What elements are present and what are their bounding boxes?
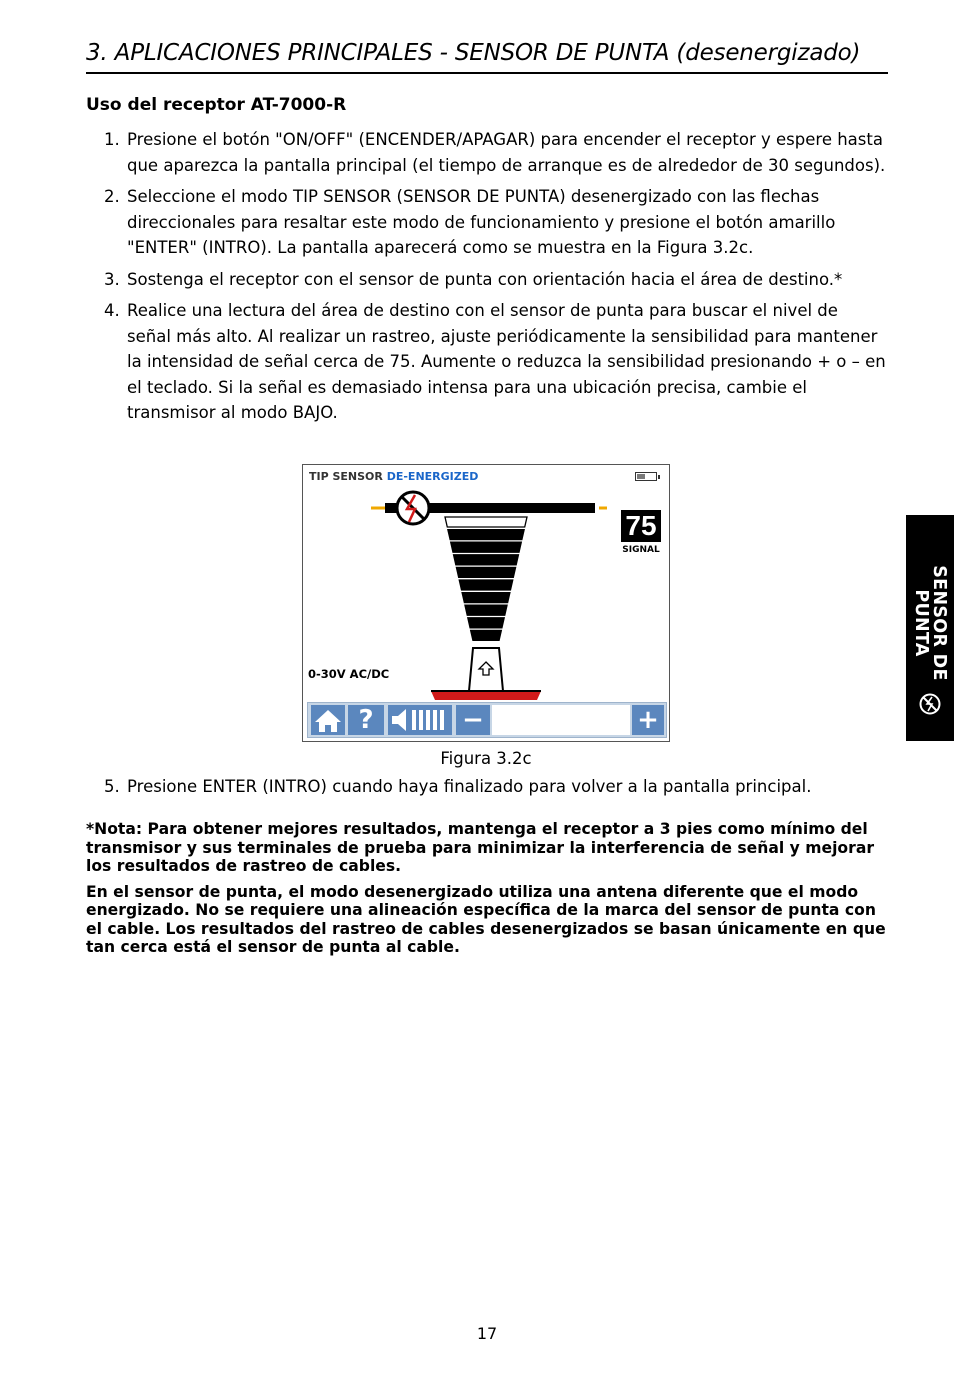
note-paragraph: En el sensor de punta, el modo desenergizado utiliza una antena diferente que el modo energizado. No se requiere una alineación específica de la marca del sensor de punta con el cable. Los resultados del rastreo de cables desenergizados se basan únicamente en que tan cerca está el sensor de punta al cable. — [86, 882, 886, 956]
home-button[interactable] — [311, 705, 345, 735]
side-tab — [906, 515, 954, 741]
step-item — [86, 184, 886, 261]
volume-button[interactable] — [388, 705, 452, 735]
page-title: 3. APLICACIONES PRINCIPALES - SENSOR DE PUNTA (desenergizado) — [86, 38, 888, 74]
step-text: Realice una lectura del área de destino con el sensor de punta para buscar el nivel de señal más alto. Al realizar un rastreo, ajuste periódicamente la sensibilidad para mantener la intensidad de señal cerca de 75. Aumente o reduzca la sensibilidad presionando + o – en el teclado. Si la señal es demasiado intensa para una ubicación precisa, cambie el transmisor al modo BAJO. — [127, 301, 886, 422]
step-text: Presione el botón "ON/OFF" (ENCENDER/APAGAR) para encender el receptor y espere hasta que aparezca la pantalla principal (el tiempo de arranque es de alrededor de 30 segundos). — [127, 130, 886, 175]
step-item — [86, 774, 886, 800]
home-icon — [311, 705, 345, 735]
signal-bar — [451, 542, 522, 552]
step-number: 2. — [104, 187, 120, 206]
sensitivity-field — [492, 705, 630, 735]
steps-list — [86, 127, 886, 432]
screen-title-mode-state: DE-ENERGIZED — [386, 470, 479, 483]
notes — [86, 820, 891, 964]
step-number: 5. — [104, 777, 120, 796]
speaker-volume-icon — [388, 705, 452, 735]
receptor-screen-figure — [302, 464, 670, 742]
page-number: 17 — [476, 1324, 498, 1343]
signal-bar — [462, 593, 510, 603]
step-item — [86, 267, 886, 293]
step-text: Seleccione el modo TIP SENSOR (SENSOR DE PUNTA) desenergizado con las flechas direccionales para resaltar este modo de funcionamiento y presione el botón amarillo "ENTER" (INTRO). La pantalla aparecerá como se muestra en la Figura 3.2c. — [127, 187, 836, 257]
section-subtitle: Uso del receptor AT-7000-R — [86, 95, 347, 115]
signal-bar — [445, 517, 527, 527]
signal-value: 75 — [621, 510, 661, 542]
signal-bar — [471, 630, 502, 640]
plus-button[interactable]: + — [632, 705, 664, 735]
signal-bar — [454, 555, 519, 565]
figure-caption: Figura 3.2c — [440, 749, 532, 768]
side-tab-label: SENSOR DE PUNTA — [911, 565, 949, 681]
screen-title — [309, 470, 478, 483]
signal-bar — [465, 605, 507, 615]
voltage-range-label: 0-30V AC/DC — [308, 667, 390, 681]
minus-button[interactable]: − — [456, 705, 490, 735]
signal-bar — [468, 618, 504, 628]
step-item — [86, 127, 886, 178]
signal-bars — [445, 517, 527, 640]
battery-icon — [635, 472, 657, 481]
signal-label: SIGNAL — [622, 545, 660, 555]
signal-bar — [456, 567, 515, 577]
step-number: 4. — [104, 301, 120, 320]
steps-list-continued — [86, 774, 886, 806]
note-paragraph: *Nota: Para obtener mejores resultados, mantenga el receptor a 3 pies como mínimo del transmisor y sus terminales de prueba para minimizar la interferencia de señal y mejorar los resultados de rastreo de cables. — [86, 820, 875, 875]
step-number: 1. — [104, 130, 120, 149]
screen-toolbar — [307, 702, 667, 738]
help-button[interactable]: ? — [348, 705, 384, 735]
signal-bar — [459, 580, 513, 590]
step-text: Sostenga el receptor con el sensor de punta con orientación hacia el área de destino.* — [127, 269, 843, 289]
step-number: 3. — [104, 269, 120, 289]
tip-sensor-icon — [918, 692, 942, 716]
tip-sensor-probe — [431, 648, 541, 700]
signal-bar — [448, 530, 524, 540]
step-text: Presione ENTER (INTRO) cuando haya finalizado para volver a la pantalla principal. — [127, 777, 812, 796]
screen-title-mode-name: TIP SENSOR — [309, 470, 383, 483]
step-item — [86, 298, 886, 426]
de-energized-icon — [397, 492, 429, 524]
